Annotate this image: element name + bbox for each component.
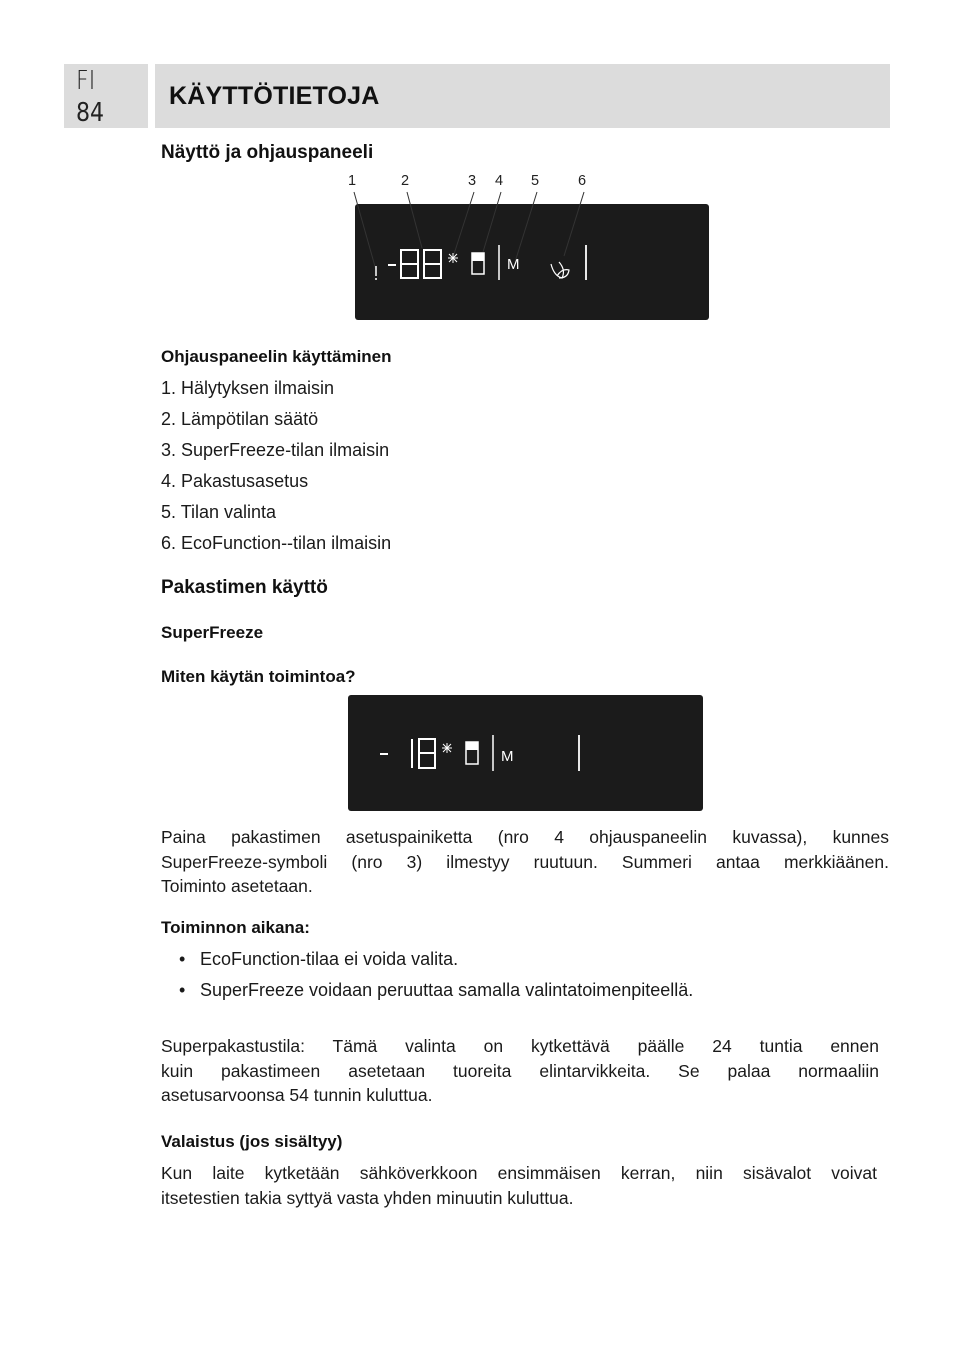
list-item: 6. EcoFunction--tilan ilmaisin xyxy=(161,533,392,553)
superfreeze-snowflake-icon xyxy=(442,743,452,753)
para-line: SuperFreeze-symboli (nro 3) ilmestyy ruutuun. Summeri antaa merkkiäänen. xyxy=(161,851,889,872)
para-line: Superpakastustila: Tämä valinta on kytkettävä päälle 24 tuntia ennen xyxy=(161,1036,879,1056)
callout-5: 5 xyxy=(531,173,540,189)
callout-6: 6 xyxy=(578,173,587,189)
mode-label-m: M xyxy=(501,748,514,765)
alarm-icon xyxy=(375,266,377,280)
page-title: KÄYTTÖTIETOJA xyxy=(169,82,380,110)
superfreeze-instructions xyxy=(161,825,889,899)
lighting-paragraph xyxy=(161,1161,877,1210)
para-line: itsetestien takia syttyä vasta yhden minuutin kuluttua. xyxy=(161,1187,574,1208)
list-item: 1. Hälytyksen ilmaisin xyxy=(161,378,335,398)
para-line: asetusarvoonsa 54 tunnin kuluttua. xyxy=(161,1085,433,1105)
callout-3: 3 xyxy=(468,173,477,189)
usage-heading: Ohjauspaneelin käyttäminen xyxy=(161,347,392,366)
list-item: 5. Tilan valinta xyxy=(161,502,277,522)
display-panel-1-glyphs xyxy=(340,170,720,325)
para-line: Toiminto asetetaan. xyxy=(161,876,313,896)
para-line: Paina pakastimen asetuspainiketta (nro 4 ohjauspaneelin kuvassa), kunnes xyxy=(161,827,889,847)
list-item: 2. Lämpötilan säätö xyxy=(161,409,319,429)
list-item: 3. SuperFreeze-tilan ilmaisin xyxy=(161,440,390,460)
leader-line-5 xyxy=(515,192,537,262)
bullet-item: EcoFunction-tilaa ei voida valita. xyxy=(200,949,459,969)
para-line: Kun laite kytketään sähköverkkoon ensimmäisen kerran, niin sisävalot voivat xyxy=(161,1163,877,1183)
superfreeze-heading: SuperFreeze xyxy=(161,623,264,642)
callout-2: 2 xyxy=(401,173,410,189)
control-panel-figure xyxy=(340,170,720,325)
freeze-setting-icon xyxy=(466,742,478,764)
lighting-heading: Valaistus (jos sisältyy) xyxy=(161,1132,343,1151)
bullet-dot: • xyxy=(179,980,186,1000)
page-number: 84 xyxy=(76,98,105,128)
list-item: 4. Pakastusasetus xyxy=(161,471,309,491)
temp-digit-8 xyxy=(419,739,435,768)
temp-digits-88 xyxy=(401,250,441,278)
leader-line-1 xyxy=(354,192,376,270)
superfreeze-mode-paragraph xyxy=(161,1034,879,1108)
leader-line-2 xyxy=(407,192,422,248)
leader-line-3 xyxy=(454,192,474,254)
leader-line-4 xyxy=(483,192,501,252)
callout-1: 1 xyxy=(348,173,357,189)
callout-4: 4 xyxy=(495,173,504,189)
bullet-item: SuperFreeze voidaan peruuttaa samalla valintatoimenpiteellä. xyxy=(200,980,694,1000)
leader-line-6 xyxy=(564,192,584,256)
para-line: kuin pakastimeen asetetaan tuoreita elintarvikkeita. Se palaa normaaliin xyxy=(161,1060,879,1081)
during-heading: Toiminnon aikana: xyxy=(161,918,310,937)
bullet-dot: • xyxy=(179,949,186,969)
how-to-heading: Miten käytän toimintoa? xyxy=(161,667,356,686)
section-heading-display: Näyttö ja ohjauspaneeli xyxy=(161,142,374,163)
section-heading-freezer: Pakastimen käyttö xyxy=(161,577,328,598)
superfreeze-snowflake-icon xyxy=(448,253,458,263)
mode-label-m: M xyxy=(507,256,520,273)
freeze-setting-icon xyxy=(472,253,484,274)
eco-leaf-icon xyxy=(551,262,569,278)
language-code: FI xyxy=(76,66,96,96)
display-panel-2-glyphs xyxy=(348,695,703,811)
